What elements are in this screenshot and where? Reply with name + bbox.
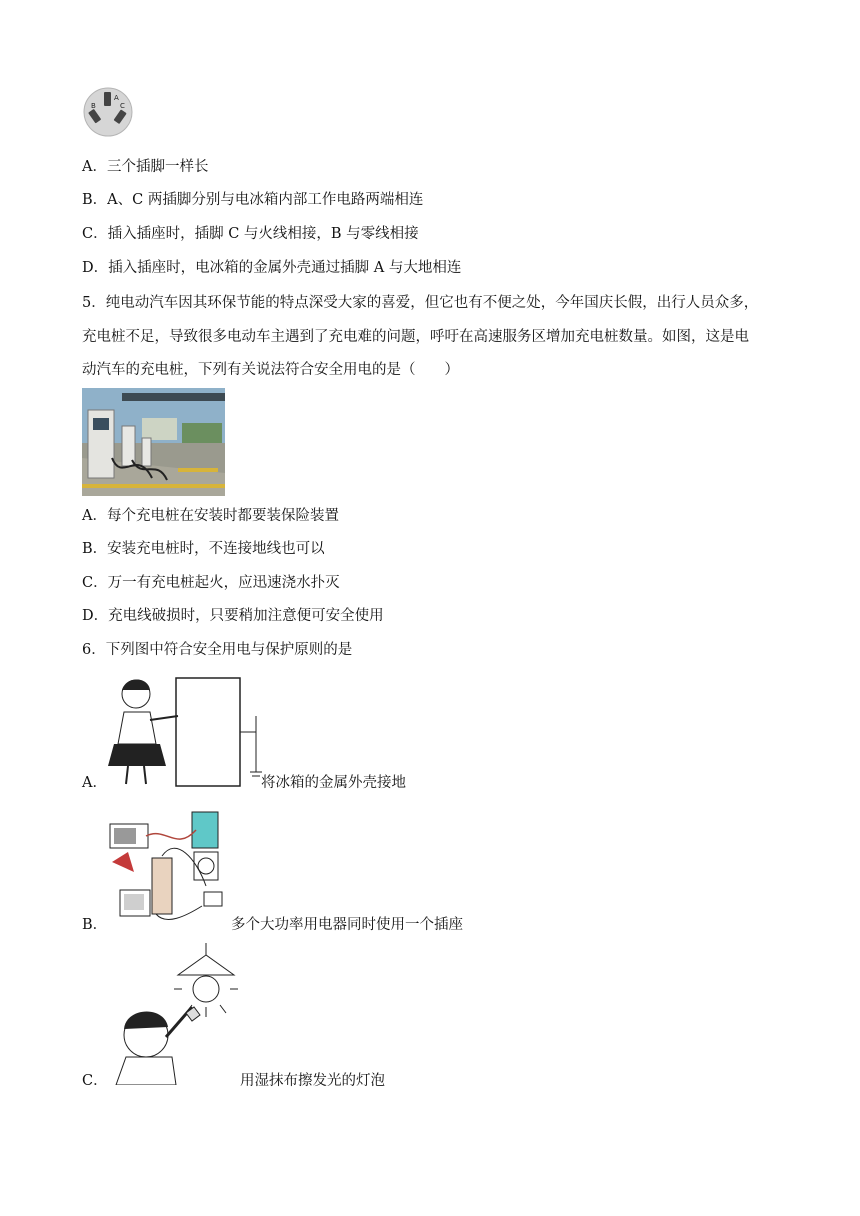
wet-cloth-bulb-illustration — [106, 943, 240, 1085]
three-pin-plug-figure — [82, 86, 134, 138]
q6-option-a-caption: 将冰箱的金属外壳接地 — [261, 775, 406, 791]
q6-option-b-caption: 多个大功率用电器同时使用一个插座 — [231, 917, 463, 933]
q5-option-c: C．万一有充电桩起火，应迅速浇水扑灭 — [82, 575, 340, 591]
q5-stem-line-1: 5．纯电动汽车因其环保节能的特点深受大家的喜爱，但它也有不便之处，今年国庆长假，出行人员众多， — [82, 295, 759, 311]
q6-option-b-letter: B． — [82, 917, 108, 933]
plug-label-b: B — [91, 102, 96, 110]
plug-label-a: A — [114, 94, 119, 102]
q5-option-a: A．每个充电桩在安装时都要装保险装置 — [82, 508, 339, 524]
q6-option-c-caption: 用湿抹布擦发光的灯泡 — [240, 1073, 385, 1089]
overloaded-socket-illustration — [106, 806, 232, 931]
q5-stem-line-3: 动汽车的充电桩，下列有关说法符合安全用电的是（ ） — [82, 362, 459, 378]
q4-option-a: A．三个插脚一样长 — [82, 159, 209, 175]
charging-pile-photo — [82, 388, 225, 496]
plug-label-c: C — [120, 102, 125, 110]
q6-option-c-letter: C． — [82, 1073, 108, 1089]
q5-option-d: D．充电线破损时，只要稍加注意便可安全使用 — [82, 608, 384, 624]
q6-option-a-letter: A． — [82, 775, 107, 791]
fridge-grounding-illustration — [106, 672, 262, 790]
q6-stem: 6．下列图中符合安全用电与保护原则的是 — [82, 642, 353, 658]
q5-option-b: B．安装充电桩时，不连接地线也可以 — [82, 541, 325, 557]
q5-stem-line-2: 充电桩不足，导致很多电动车主遇到了充电难的问题，呼吁在高速服务区增加充电桩数量。如图，这是电 — [82, 329, 749, 345]
q4-option-d: D．插入插座时，电冰箱的金属外壳通过插脚 A 与大地相连 — [82, 260, 462, 276]
q4-option-b: B．A、C 两插脚分别与电冰箱内部工作电路两端相连 — [82, 192, 424, 208]
q4-option-c: C．插入插座时，插脚 C 与火线相接，B 与零线相接 — [82, 226, 419, 242]
